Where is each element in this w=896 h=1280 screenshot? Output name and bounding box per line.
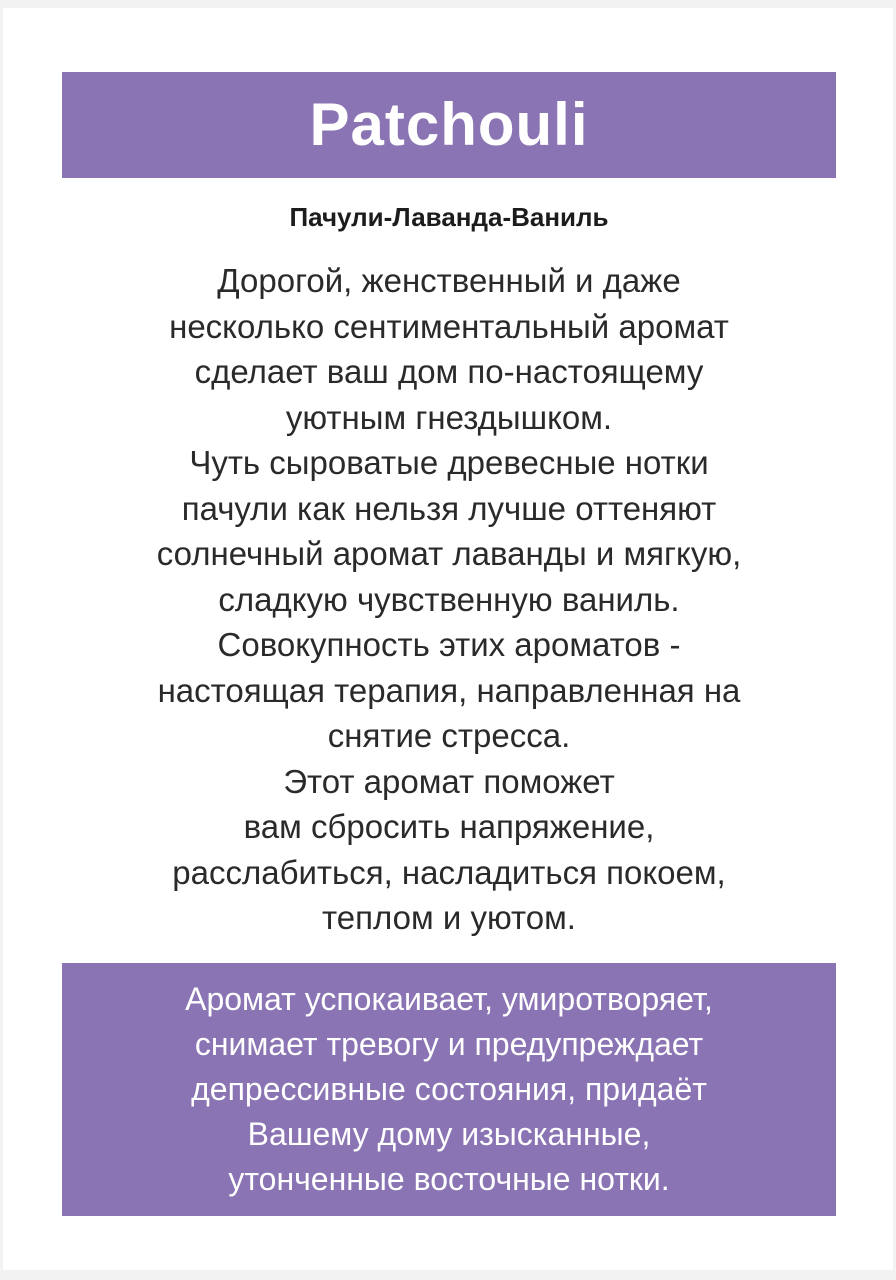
description-line: несколько сентиментальный аромат	[169, 307, 729, 345]
description-line: солнечный аромат лаванды и мягкую,	[156, 535, 742, 572]
description-line: Этот аромат поможет	[283, 762, 615, 800]
description-line: сладкую чувственную ваниль.	[218, 580, 680, 618]
benefit-line: утонченные восточные нотки.	[228, 1161, 670, 1197]
benefit-line: Вашему дому изысканные,	[247, 1116, 651, 1152]
description-line: снятие стресса.	[327, 717, 571, 754]
description-text	[62, 258, 836, 941]
product-card	[3, 8, 893, 1270]
benefit-line: депрессивные состояния, придаёт	[191, 1071, 707, 1107]
benefits-text	[62, 977, 836, 1202]
product-title: Patchouli	[309, 91, 589, 158]
description-line: Чуть сыроватые древесные нотки	[189, 444, 709, 481]
description-line: сделает ваш дом по-настоящему	[194, 353, 704, 390]
description-line: теплом и уютом.	[322, 899, 576, 936]
benefit-line: Аромат успокаивает, умиротворяет,	[185, 981, 713, 1017]
description-line: Дорогой, женственный и даже	[217, 262, 681, 299]
description-line: пачули как нельзя лучше оттеняют	[181, 489, 717, 527]
description-line: настоящая терапия, направленная на	[157, 671, 741, 709]
benefit-line: снимает тревогу и предупреждает	[194, 1026, 704, 1062]
benefits-box	[62, 963, 836, 1216]
description-line: расслабиться, насладиться покоем,	[172, 853, 726, 891]
description-line: уютным гнездышком.	[285, 398, 613, 436]
description-line: вам сбросить напряжение,	[243, 808, 655, 845]
title-banner	[62, 72, 836, 178]
scent-notes-subtitle: Пачули-Лаванда-Ваниль	[289, 202, 609, 232]
description-line: Совокупность этих ароматов -	[217, 626, 681, 663]
